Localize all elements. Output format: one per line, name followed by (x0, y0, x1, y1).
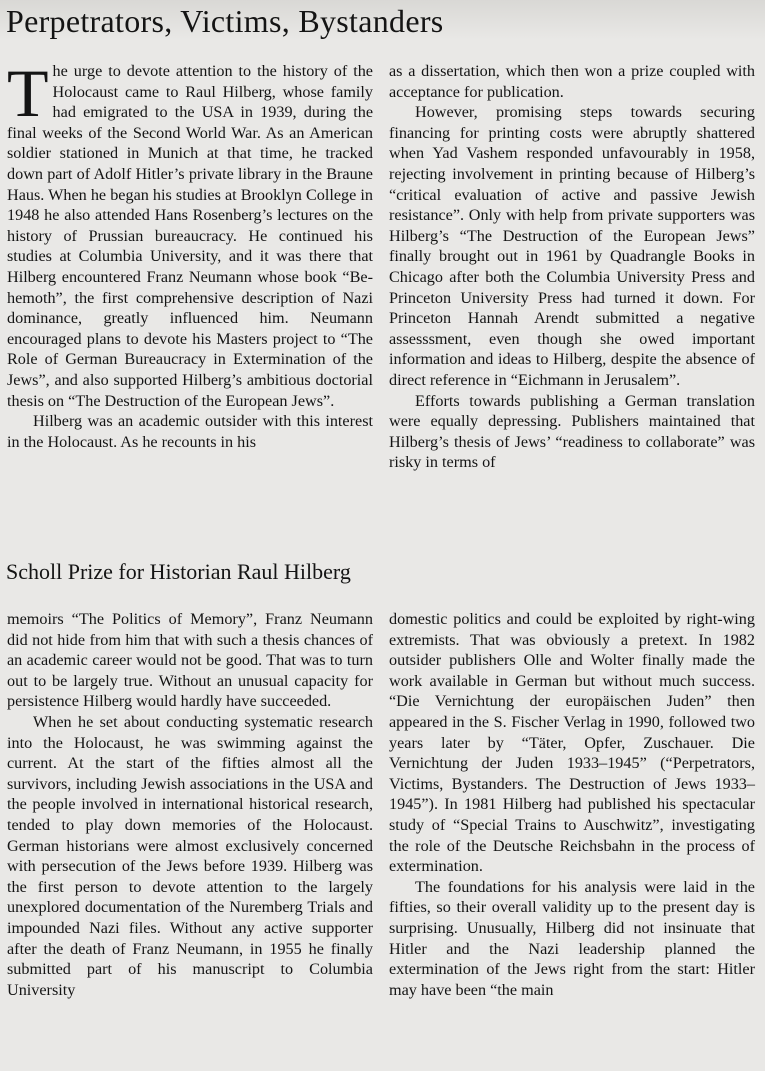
paragraph: domestic politics and could be exploited by right-wing extremists. That was obviously a pretext. In 1982 outsider publishers Olle and Wolter finally made the work available in German but without much success. “Die Vernichtung der europäischen Juden” then appeared in the S. Fischer Verlag in 1990, followed two years later by “Täter, Opfer, Zuschauer. Die Vernichtung der Juden 1933–1945” (“Perpetrators, Victims, Bystanders. The Destruction of Jews 1933–1945”). In 1981 Hilberg had published his spectacular study of “Special Trains to Auschwitz”, investigating the role of the Deutsche Reichsbahn in the process of extermination. (389, 610, 755, 876)
paragraph: When he set about conducting systematic research into the Holocaust, he was swimming against the current. At the start of the fifties almost all the survivors, including Jewish associations in the USA and the people involved in international historical research, tended to play down memories of the Holocaust. German historians were almost exclusively concerned with persecution of the Jews before 1939. Hilberg was the first person to devote attention to the largely unexplored documentation of the Nuremberg Trials and impounded Nazi files. Without any active supporter after the death of Franz Neumann, in 1955 he finally submitted part of his manuscript to Columbia University (7, 712, 373, 999)
column-3 (7, 609, 373, 1000)
paragraph (7, 55, 373, 411)
paragraph: However, promising steps towards securing financing for printing costs were abruptly shattered when Yad Vashem responded unfavourably in 1958, rejecting involvement in printing because of Hilberg’s “critical evaluation of active and passive Jewish resistance”. Only with help from private supporters was Hilberg’s “The Destruction of the European Jews” finally brought out in 1961 by Quadrangle Books in Chicago after both the Columbia University Press and Princeton University Press had turned it down. For Princeton Hannah Arendt submitted a negative assesssment, even though she owed important information and ideas to Hilberg, despite the absence of direct reference in “Eichmann in Jerusalem”. (389, 103, 755, 389)
paragraph-text: he urge to devote attention to the history of the Holocaust came to Raul Hilberg, whose family had emigrated to the USA in 1939, during the final weeks of the Second World War. As an American soldier stationed in Munich at that time, he tracked down part of Adolf Hitler’s private library in the Braune Haus. When he began his studies at Brooklyn College in 1948 he also attended Hans Rosenberg’s lectures on the history of Prussian bureaucracy. He continued his studies at Columbia University, and it was there that Hilberg encountered Franz Neumann whose book “Behemoth”, the first comprehensive description of Nazi dominance, greatly influenced him. Neumann encouraged plans to devote his Masters project to “The Role of German Bureaucracy in Extermination of the Jews”, and also supported Hilberg’s ambitious doctorial thesis on “The Destruction of the European Jews”. (7, 62, 373, 410)
column-2 (389, 61, 755, 473)
paragraph: memoirs “The Politics of Memory”, Franz Neumann did not hide from him that with such a thesis chances of an academic career would not be good. That was to turn out to be largely true. Without an unusual capacity for persistence Hilberg would hardly have succeeded. (7, 610, 373, 711)
paragraph: Efforts towards publishing a German translation were equally depressing. Publishers maintained that Hilberg’s thesis of Jews’ “readiness to collaborate” was risky in terms of (389, 391, 755, 472)
paragraph: The foundations for his analysis were laid in the fifties, so their overall validity up to the present day is surprising. Unusually, Hilberg did not insinuate that Hitler and the Nazi leadership planned the extermination of the Jews right from the start: Hitler may have been “the main (389, 877, 755, 999)
article-title: Perpetrators, Victims, Bystanders (6, 3, 444, 39)
column-4 (389, 609, 755, 1000)
column-1 (7, 55, 373, 452)
article-subtitle: Scholl Prize for Historian Raul Hilberg (6, 559, 351, 584)
drop-cap: T (7, 55, 49, 131)
paragraph: as a dissertation, which then won a prize coupled with acceptance for publication. (389, 62, 755, 101)
paragraph: Hilberg was an academic outsider with this interest in the Holocaust. As he recounts in his (7, 412, 373, 451)
